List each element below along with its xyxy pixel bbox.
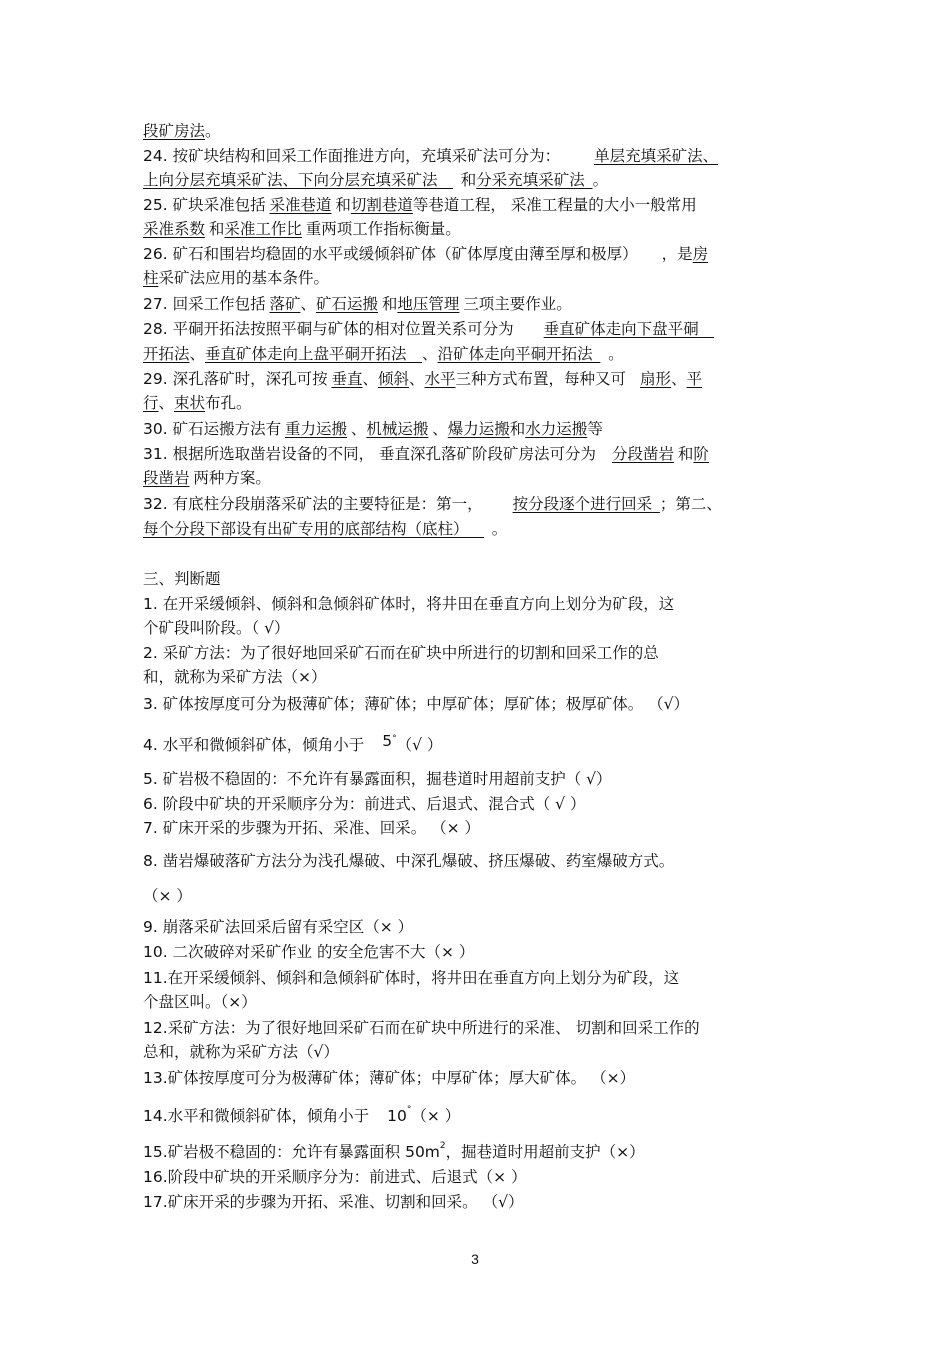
q26-line-1 xyxy=(143,244,708,264)
text: （× ） xyxy=(411,1107,461,1125)
judge-10: 10. 二次破碎对采矿作业 的安全危害不大（× ） xyxy=(143,943,475,961)
text: 和 xyxy=(335,196,351,214)
answer: 行 xyxy=(143,394,159,412)
judge-15 xyxy=(143,1142,645,1165)
text: 10 xyxy=(387,1107,407,1125)
q28-line-1 xyxy=(143,319,714,339)
answer: 爆力运搬 xyxy=(447,420,510,438)
answer: 采准系数 xyxy=(143,220,206,238)
text: 两种方案。 xyxy=(193,469,271,487)
text: 。 xyxy=(592,171,609,189)
text: 和 xyxy=(677,445,694,463)
text: 等巷道工程， 采准工程量的大小一般常用 xyxy=(412,196,697,214)
degree-sign: ° xyxy=(406,1105,412,1115)
q29-line-1 xyxy=(143,369,702,389)
judge-2b: 和，就称为采矿方法（×） xyxy=(143,668,327,686)
answer: 平 xyxy=(686,370,703,388)
text: 28. 平硐开拓法按照平硐与矿体的相对位置关系可分为 xyxy=(143,320,514,338)
answer: 切割巷道 xyxy=(350,196,413,214)
judge-12b: 总和，就称为采矿方法（√） xyxy=(143,1043,339,1061)
text: 5 xyxy=(382,732,393,750)
q26-line-2 xyxy=(143,268,329,288)
answer: 扇形 xyxy=(640,370,672,388)
text: ，是 xyxy=(661,245,693,263)
text: 、 xyxy=(362,370,378,388)
answer: 单层充填采矿法、 xyxy=(594,147,719,165)
answer: 阶 xyxy=(693,445,709,463)
answer: 沿矿体走向平硐开拓法 xyxy=(437,345,593,363)
answer: 水平 xyxy=(424,370,456,388)
text: 15.矿岩极不稳固的：允许有暴露面积 50m xyxy=(143,1143,440,1161)
answer: 房 xyxy=(692,245,709,263)
judge-13: 13.矿体按厚度可分为极薄矿体；薄矿体；中厚矿体；厚大矿体。 （×） xyxy=(143,1069,636,1087)
judge-1b: 个矿段叫阶段。（ √） xyxy=(143,619,290,637)
judge-11a: 11.在开采缓倾斜、倾斜和急倾斜矿体时，将井田在垂直方向上划分为矿段，这 xyxy=(143,969,680,987)
judge-14 xyxy=(143,1106,460,1129)
text: 和 xyxy=(509,420,526,438)
answer: 每个分段下部设有出矿专用的底部结构（底柱） xyxy=(143,520,469,538)
answer: 采准工作比 xyxy=(224,220,302,238)
answer: 机械运搬 xyxy=(366,420,429,438)
answer: 矿石运搬 xyxy=(315,295,378,313)
answer: 开拓法 xyxy=(143,345,190,363)
text: 和 xyxy=(460,171,477,189)
answer: 束状 xyxy=(174,394,206,412)
q24-line-2 xyxy=(143,170,608,190)
judge-3: 3. 矿体按厚度可分为极薄矿体；薄矿体；中厚矿体；厚矿体；极厚矿体。 （√） xyxy=(143,695,690,713)
text: 重两项工作指标衡量。 xyxy=(305,220,461,238)
answer: 水力运搬 xyxy=(525,420,588,438)
judge-5: 5. 矿岩极不稳固的：不允许有暴露面积，掘巷道时用超前支护（ √） xyxy=(143,770,612,788)
text: 和 xyxy=(208,220,225,238)
text: 4. 水平和微倾斜矿体，倾角小于 xyxy=(143,736,365,754)
text: 等 xyxy=(587,420,603,438)
answer: 垂直矿体走向下盘平硐 xyxy=(543,320,699,338)
judge-6: 6. 阶段中矿块的开采顺序分为：前进式、后退式、混合式（ √ ） xyxy=(143,795,586,813)
answer: 垂直 xyxy=(331,370,363,388)
section-heading: 三、判断题 xyxy=(143,570,221,588)
answer: 分段凿岩 xyxy=(612,445,675,463)
answer: 落矿 xyxy=(269,295,301,313)
text: 采矿法应用的基本条件。 xyxy=(158,269,330,287)
answer: 段矿房法 xyxy=(143,122,206,140)
page-number: 3 xyxy=(471,1251,479,1267)
q24-line-1 xyxy=(143,146,718,166)
judge-16: 16.阶段中矿块的开采顺序分为：前进式、后退式（× ） xyxy=(143,1168,527,1186)
judge-12a: 12.采矿方法：为了很好地回采矿石而在矿块中所进行的采准、 切割和回采工作的 xyxy=(143,1019,700,1037)
q29-line-2 xyxy=(143,393,252,413)
text: 、 xyxy=(350,420,367,438)
text: 25. 矿块采准包括 xyxy=(143,196,266,214)
q23-tail-line xyxy=(143,121,221,141)
text: 三项主要作业。 xyxy=(463,295,572,313)
q25-line-2 xyxy=(143,219,461,239)
q32-line-2 xyxy=(143,519,507,539)
text: 。 xyxy=(205,122,221,140)
q25-line-1 xyxy=(143,195,697,215)
text: 、 xyxy=(432,420,448,438)
answer: 地压管理 xyxy=(397,295,460,313)
text: 、 xyxy=(409,370,425,388)
answer: 倾斜 xyxy=(377,370,409,388)
text: 26. 矿石和围岩均稳固的水平或缓倾斜矿体（矿体厚度由薄至厚和极厚） xyxy=(143,245,638,263)
answer: 重力运搬 xyxy=(284,420,347,438)
answer: 垂直矿体走向上盘平硐开拓法 xyxy=(205,345,407,363)
q32-line-1 xyxy=(143,494,722,514)
text: （√ ） xyxy=(396,736,443,754)
text: 、 xyxy=(422,345,438,363)
judge-11b: 个盘区叫。（×） xyxy=(143,993,257,1011)
judge-9: 9. 崩落采矿法回采后留有采空区（× ） xyxy=(143,918,414,936)
text: 、 xyxy=(671,370,687,388)
text: 。 xyxy=(608,345,624,363)
text: 14.水平和微倾斜矿体，倾角小于 xyxy=(143,1107,370,1125)
text: 和 xyxy=(381,295,398,313)
answer: 按分段逐个进行回采 xyxy=(512,495,653,513)
text: 布孔。 xyxy=(205,394,252,412)
text: 31. 根据所选取凿岩设备的不同， 垂直深孔落矿阶段矿房法可分为 xyxy=(143,445,597,463)
answer: 下向分层充填采矿法 xyxy=(298,171,438,189)
text: ，掘巷道时用超前支护（×） xyxy=(445,1143,645,1161)
text: 三种方式布置，每种又可 xyxy=(455,370,627,388)
answer: 分采充填采矿法 xyxy=(476,171,585,189)
text: 27. 回采工作包括 xyxy=(143,295,266,313)
text: 32. 有底柱分段崩落采矿法的主要特征是：第一， xyxy=(143,495,483,513)
judge-7: 7. 矿床开采的步骤为开拓、采准、回采。 （× ） xyxy=(143,819,481,837)
degree-sign: ° xyxy=(392,734,397,744)
answer: 段凿岩 xyxy=(143,469,190,487)
q30-line xyxy=(143,419,603,439)
superscript: 2 xyxy=(439,1141,446,1151)
judge-2a: 2. 采矿方法：为了很好地回采矿石而在矿块中所进行的切割和回采工作的总 xyxy=(143,644,659,662)
text: 、 xyxy=(158,394,175,412)
text: 29. 深孔落矿时，深孔可按 xyxy=(143,370,328,388)
text: 、 xyxy=(189,345,206,363)
q31-line-2 xyxy=(143,468,271,488)
q28-line-2 xyxy=(143,344,624,364)
text: ；第二、 xyxy=(659,495,722,513)
answer: 上向分层充填采矿法、 xyxy=(143,171,299,189)
judge-4 xyxy=(143,732,443,758)
text: 。 xyxy=(491,520,508,538)
judge-8b: （× ） xyxy=(143,887,192,905)
text: 24. 按矿块结构和回采工作面推进方向，充填采矿法可分为： xyxy=(143,147,561,165)
judge-17: 17.矿床开采的步骤为开拓、采准、切割和回采。 （√） xyxy=(143,1193,524,1211)
answer: 采准巷道 xyxy=(269,196,332,214)
q31-line-1 xyxy=(143,444,709,464)
text: 30. 矿石运搬方法有 xyxy=(143,420,282,438)
answer: 柱 xyxy=(143,269,159,287)
judge-1a: 1. 在开采缓倾斜、倾斜和急倾斜矿体时，将井田在垂直方向上划分为矿段，这 xyxy=(143,595,675,613)
judge-8a: 8. 凿岩爆破落矿方法分为浅孔爆破、中深孔爆破、挤压爆破、药室爆破方式。 xyxy=(143,852,675,870)
text: 、 xyxy=(300,295,316,313)
q27-line xyxy=(143,294,572,314)
